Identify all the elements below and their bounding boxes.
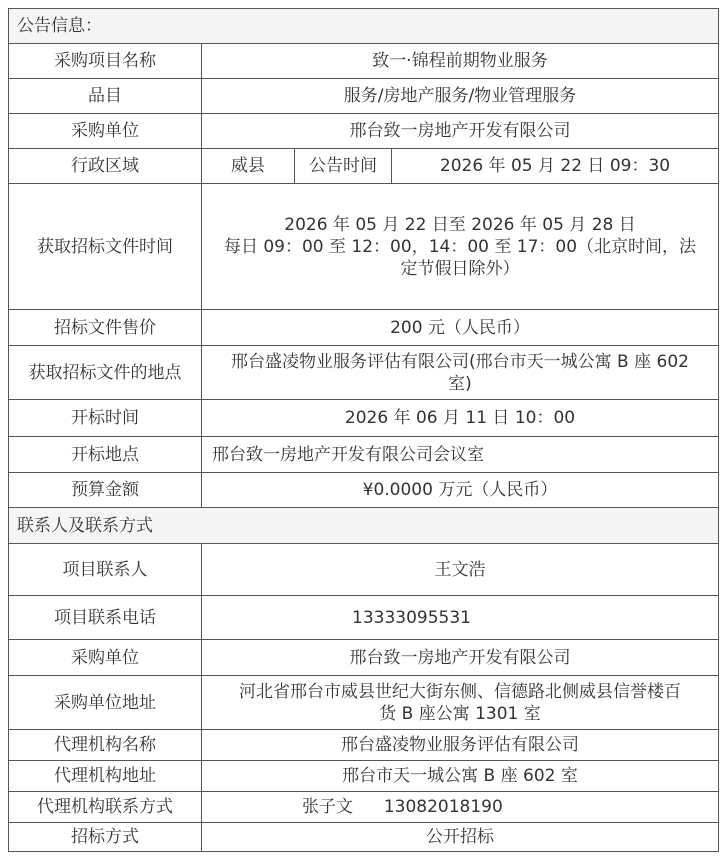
label-agency-addr: 代理机构地址 bbox=[9, 761, 202, 792]
row-purchaser bbox=[9, 114, 719, 149]
label-purchaser-addr: 采购单位地址 bbox=[9, 676, 202, 730]
label-doc-place: 获取招标文件的地点 bbox=[9, 346, 202, 400]
agency-contact-name: 张子文 bbox=[302, 797, 353, 817]
row-contact-purchaser bbox=[9, 640, 719, 676]
row-doc-price bbox=[9, 310, 719, 346]
value-purchaser-addr bbox=[202, 676, 719, 730]
section-row-contact bbox=[9, 508, 719, 544]
value-project-contact: 王文浩 bbox=[202, 544, 719, 596]
value-budget: ¥0.0000 万元（人民币） bbox=[202, 473, 719, 508]
row-purchaser-addr bbox=[9, 676, 719, 730]
section-row-notice bbox=[9, 9, 719, 44]
label-doc-price: 招标文件售价 bbox=[9, 310, 202, 346]
row-doc-place bbox=[9, 346, 719, 400]
label-open-place: 开标地点 bbox=[9, 437, 202, 473]
row-project-name bbox=[9, 44, 719, 79]
row-region bbox=[9, 149, 719, 184]
agency-contact-phone: 13082018190 bbox=[383, 797, 503, 817]
purchaser-addr-line2: 货 B 座公寓 1301 室 bbox=[379, 703, 541, 724]
section-title-contact: 联系人及联系方式 bbox=[9, 508, 719, 544]
label-doc-time: 获取招标文件时间 bbox=[9, 184, 202, 310]
value-method: 公开招标 bbox=[202, 823, 719, 852]
value-doc-place bbox=[202, 346, 719, 400]
row-budget bbox=[9, 473, 719, 508]
value-open-time: 2026 年 06 月 11 日 10：00 bbox=[202, 400, 719, 437]
label-budget: 预算金额 bbox=[9, 473, 202, 508]
label-purchaser: 采购单位 bbox=[9, 114, 202, 149]
value-agency-name: 邢台盛凌物业服务评估有限公司 bbox=[202, 730, 719, 761]
value-agency-addr: 邢台市天一城公寓 B 座 602 室 bbox=[202, 761, 719, 792]
row-agency-contact bbox=[9, 792, 719, 823]
value-project-phone: 13333095531 bbox=[202, 596, 719, 640]
row-doc-time bbox=[9, 184, 719, 310]
label-project-contact: 项目联系人 bbox=[9, 544, 202, 596]
row-project-phone bbox=[9, 596, 719, 640]
label-agency-name: 代理机构名称 bbox=[9, 730, 202, 761]
value-contact-purchaser: 邢台致一房地产开发有限公司 bbox=[202, 640, 719, 676]
label-agency-contact: 代理机构联系方式 bbox=[9, 792, 202, 823]
doc-time-line3: 定节假日除外） bbox=[400, 258, 520, 279]
section-title-notice: 公告信息： bbox=[9, 9, 719, 44]
doc-time-line2: 每日 09：00 至 12：00，14：00 至 17：00（北京时间，法 bbox=[223, 236, 697, 257]
label-open-time: 开标时间 bbox=[9, 400, 202, 437]
label-contact-purchaser: 采购单位 bbox=[9, 640, 202, 676]
value-announce-time: 2026 年 05 月 22 日 09：30 bbox=[392, 149, 719, 184]
value-agency-contact bbox=[202, 792, 719, 823]
value-project-name: 致一·锦程前期物业服务 bbox=[202, 44, 719, 79]
value-open-place: 邢台致一房地产开发有限公司会议室 bbox=[202, 437, 719, 473]
row-open-place bbox=[9, 437, 719, 473]
value-purchaser: 邢台致一房地产开发有限公司 bbox=[202, 114, 719, 149]
label-region: 行政区域 bbox=[9, 149, 202, 184]
announcement-table bbox=[8, 8, 719, 852]
row-category bbox=[9, 79, 719, 114]
value-doc-time bbox=[202, 184, 719, 310]
purchaser-addr-line1: 河北省邢台市威县世纪大街东侧、信德路北侧威县信誉楼百 bbox=[239, 681, 681, 702]
doc-place-line1: 邢台盛凌物业服务评估有限公司(邢台市天一城公寓 B 座 602 bbox=[231, 351, 689, 372]
label-project-name: 采购项目名称 bbox=[9, 44, 202, 79]
doc-time-line1: 2026 年 05 月 22 日至 2026 年 05 月 28 日 bbox=[284, 214, 636, 235]
row-method bbox=[9, 823, 719, 852]
row-agency-addr bbox=[9, 761, 719, 792]
label-method: 招标方式 bbox=[9, 823, 202, 852]
label-project-phone: 项目联系电话 bbox=[9, 596, 202, 640]
label-announce-time: 公告时间 bbox=[295, 149, 392, 184]
label-category: 品目 bbox=[9, 79, 202, 114]
value-category: 服务/房地产服务/物业管理服务 bbox=[202, 79, 719, 114]
row-open-time bbox=[9, 400, 719, 437]
value-region: 威县 bbox=[202, 149, 295, 184]
doc-place-line2: 室) bbox=[448, 373, 472, 394]
row-project-contact bbox=[9, 544, 719, 596]
value-doc-price: 200 元（人民币） bbox=[202, 310, 719, 346]
row-agency-name bbox=[9, 730, 719, 761]
